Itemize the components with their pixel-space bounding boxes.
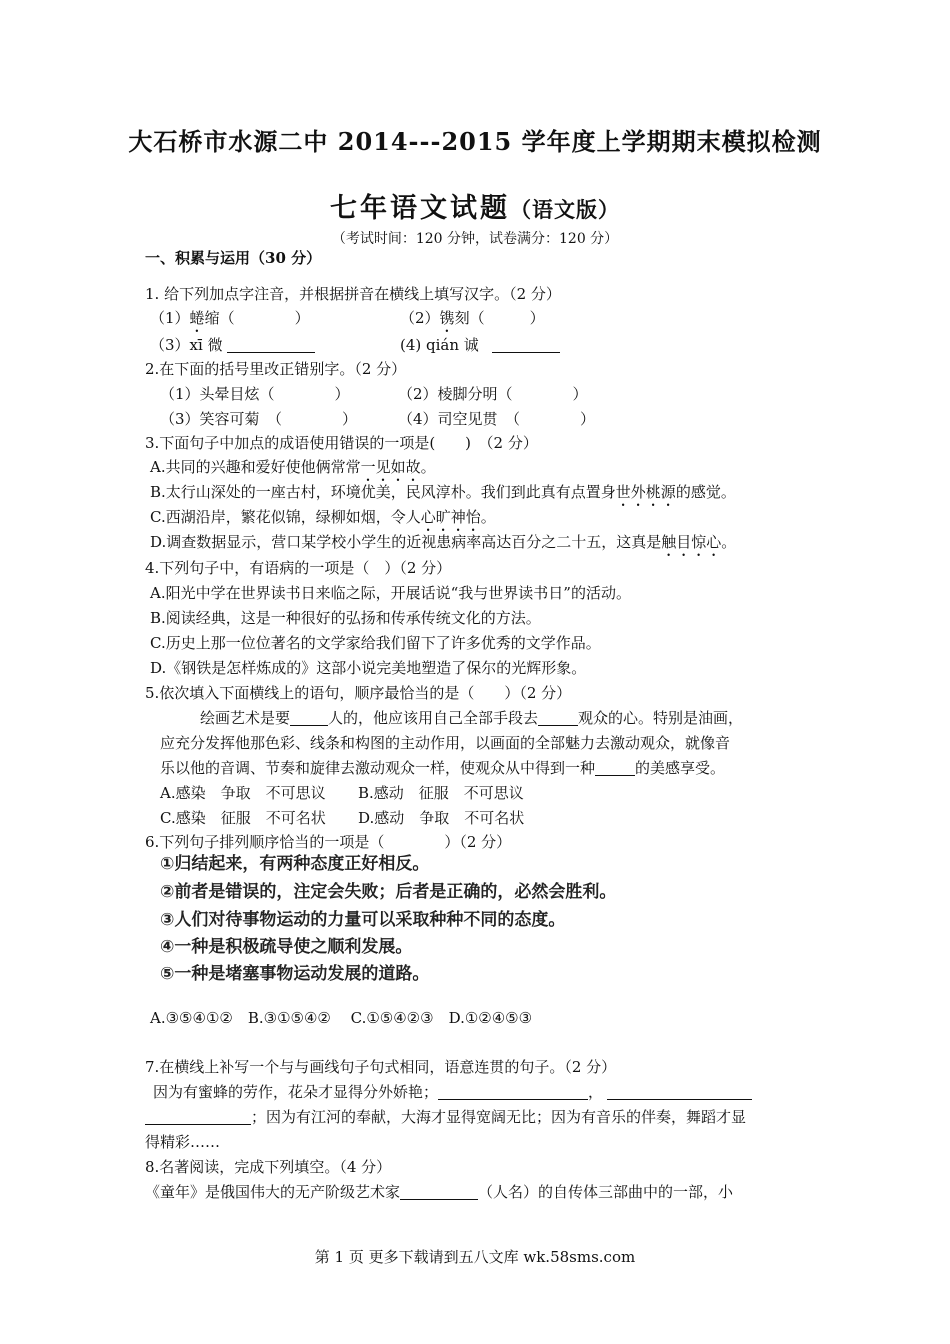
q2-item-1: （1）头晕目炫（ ） (160, 385, 350, 403)
answer-blank[interactable] (227, 336, 315, 353)
q5-passage-line-3: 乐以他的音调、节奏和旋律去激动观众一样，使观众从中得到一种 的美感享受。 (160, 759, 726, 777)
q3-option-d: D.调查数据显示，营口某学校小学生的近视患病率高达百分之二十五，这真是触目惊心。 (150, 533, 737, 551)
q5-option-a: A.感染 争取 不可思议 (160, 784, 326, 802)
q7-line-3: 得精彩…… (145, 1133, 221, 1151)
q5-passage-line-2: 应充分发挥他那色彩、线条和构图的主动作用，以画面的全部魅力去激动观众，就像音 (160, 734, 731, 752)
q5-option-d: D.感动 争取 不可名状 (358, 809, 525, 827)
q2-item-4: （4）司空见贯 （ ） (398, 410, 596, 428)
q1-item-2: （2）镌刻（ ） (400, 309, 545, 327)
q7-line-2: ；因为有江河的奉献，大海才显得宽阔无比；因为有音乐的伴奏，舞蹈才显 (145, 1107, 746, 1127)
answer-blank[interactable] (400, 1183, 478, 1200)
answer-blank[interactable] (438, 1083, 588, 1100)
q4-option-b: B.阅读经典，这是一种很好的弘扬和传承传统文化的方法。 (150, 609, 541, 627)
q4-option-d: D.《钢铁是怎样炼成的》这部小说完美地塑造了保尔的光辉形象。 (150, 659, 587, 677)
q4-option-c: C.历史上那一位位著名的文学家给我们留下了许多优秀的文学作品。 (150, 634, 601, 652)
q5-prompt: 5.依次填入下面横线上的语句，顺序最恰当的是（ ）（2 分） (145, 684, 572, 702)
q3-prompt: 3.下面句子中加点的成语使用错误的一项是( ) （2 分） (145, 434, 538, 452)
q6-sentence-5: ⑤一种是堵塞事物运动发展的道路。 (160, 964, 430, 984)
q5-option-c: C.感染 征服 不可名状 (160, 809, 326, 827)
answer-blank[interactable] (290, 709, 328, 726)
q3-option-b: B.太行山深处的一座古村，环境优美，民风淳朴。我们到此真有点置身世外桃源的感觉。 (150, 483, 736, 501)
q6-sentence-1: ①归结起来，有两种态度正好相反。 (160, 854, 430, 874)
q1-item-3: （3）xī 微 (150, 335, 315, 355)
q1-prompt: 1. 给下列加点字注音，并根据拼音在横线上填写汉字。（2 分） (145, 285, 561, 303)
q4-prompt: 4.下列句子中，有语病的一项是（ ）（2 分） (145, 559, 452, 577)
answer-blank[interactable] (607, 1083, 752, 1100)
q1-item-4: (4) qián 诚 (400, 335, 560, 355)
q2-prompt: 2.在下面的括号里改正错别字。（2 分） (145, 360, 407, 378)
q2-item-2: （2）棱脚分明（ ） (398, 385, 588, 403)
answer-blank[interactable] (492, 336, 560, 353)
q7-prompt: 7.在横线上补写一个与与画线句子句式相同，语意连贯的句子。（2 分） (145, 1058, 617, 1076)
exam-info: （考试时间：120 分钟，试卷满分：120 分） (331, 231, 619, 247)
q6-sentence-3: ③人们对待事物运动的力量可以采取种种不同的态度。 (160, 910, 566, 930)
q6-sentence-4: ④一种是积极疏导使之顺利发展。 (160, 937, 413, 957)
q5-passage-line-1: 绘画艺术是要 人的，他应该用自己全部手段去 观众的心。特别是油画， (200, 709, 744, 727)
section-heading: 一、积累与运用（30 分） (145, 249, 322, 267)
document-subtitle (0, 186, 950, 225)
q1-item-1: （1）蜷缩（ ） (150, 309, 310, 327)
q2-item-3: （3）笑容可菊 （ ） (160, 410, 358, 428)
subtitle-edition: （语文版） (510, 197, 620, 222)
q8-prompt: 8.名著阅读，完成下列填空。（4 分） (145, 1158, 392, 1176)
q8-line-1: 《童年》是俄国伟大的无产阶级艺术家 （人名）的自传体三部曲中的一部，小 (145, 1183, 734, 1201)
q5-option-b: B.感动 征服 不可思议 (358, 784, 524, 802)
answer-blank[interactable] (538, 709, 578, 726)
answer-blank[interactable] (595, 759, 635, 776)
q6-sentence-2: ②前者是错误的，注定会失败；后者是正确的，必然会胜利。 (160, 882, 617, 902)
q6-prompt: 6.下列句子排列顺序恰当的一项是（ ）（2 分） (145, 833, 512, 851)
answer-blank[interactable] (145, 1108, 251, 1125)
q6-options: A.③⑤④①② B.③①⑤④② C.①⑤④②③ D.①②④⑤③ (150, 1009, 533, 1027)
q4-option-a: A.阳光中学在世界读书日来临之际，开展话说“我与世界读书日”的活动。 (150, 584, 631, 602)
document-title: 大石桥市水源二中 2014---2015 学年度上学期期末模拟检测 (128, 127, 822, 156)
q7-line-1: 因为有蜜蜂的劳作，花朵才显得分外娇艳； ， (153, 1082, 752, 1102)
subtitle-main: 七年语文试题 (330, 193, 510, 224)
q3-option-a: A.共同的兴趣和爱好使他俩常常一见如故。 (150, 458, 436, 476)
page-footer: 第 1 页 更多下载请到五八文库 wk.58sms.com (314, 1248, 636, 1266)
q3-option-c: C.西湖沿岸，繁花似锦，绿柳如烟，令人心旷神怡。 (150, 508, 496, 526)
